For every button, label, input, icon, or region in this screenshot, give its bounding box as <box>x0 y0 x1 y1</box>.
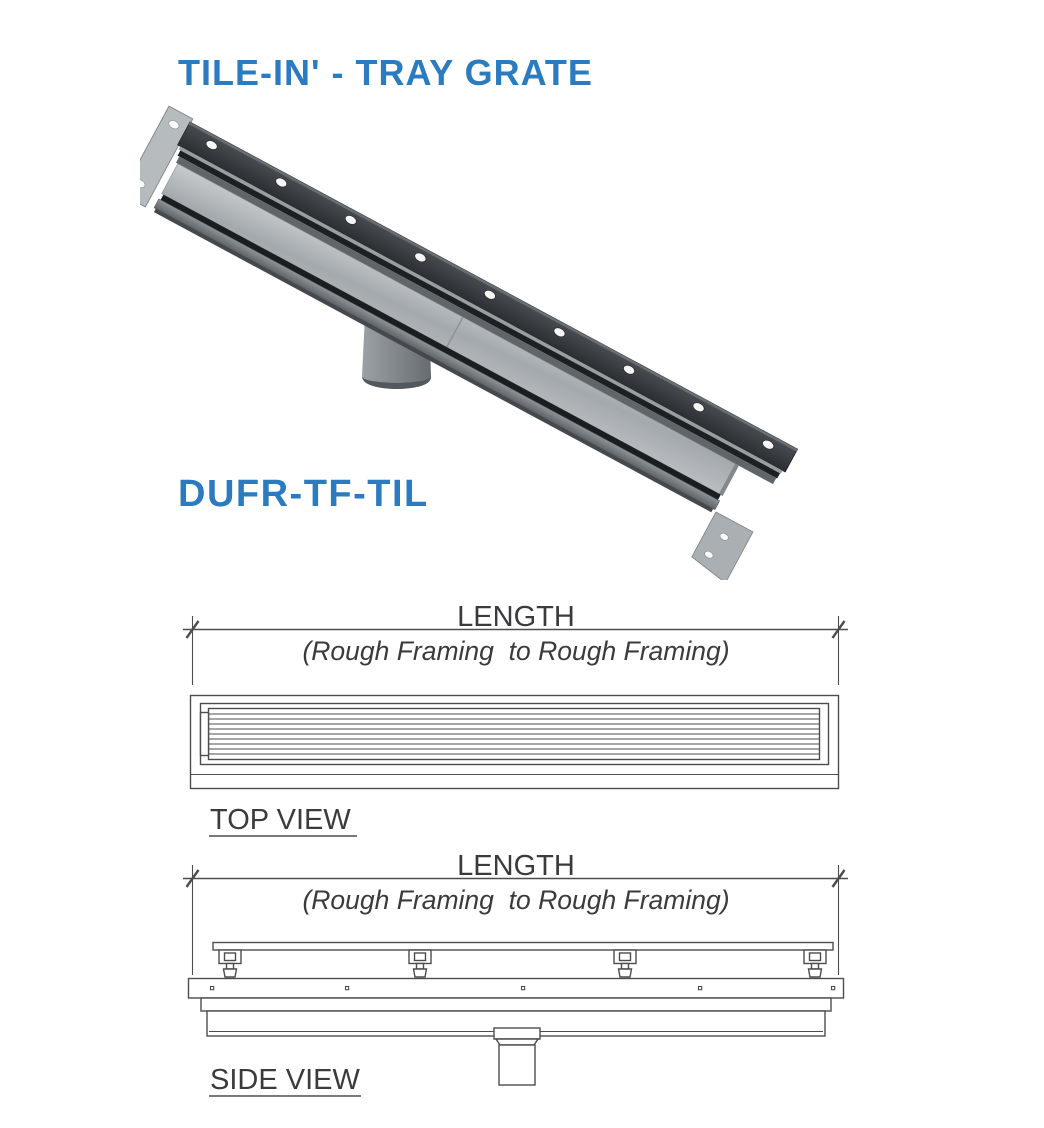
outlet-pipe <box>499 1045 535 1085</box>
channel-flange <box>189 979 844 999</box>
channel-tier <box>201 998 831 1011</box>
side-view-svg <box>182 845 852 1103</box>
side-view-caption: SIDE VIEW <box>210 1064 360 1096</box>
leveling-foot <box>614 950 636 977</box>
outlet-taper <box>496 1039 538 1045</box>
side-view-drawing <box>182 845 852 1103</box>
leveling-foot <box>804 950 826 977</box>
tray-slot-front <box>161 195 721 500</box>
tray-slot-back <box>178 150 780 478</box>
top-view-svg <box>182 596 852 839</box>
page-title: TILE-IN' - TRAY GRATE <box>178 52 593 93</box>
front-rim <box>154 199 720 510</box>
leveling-foot <box>219 950 241 977</box>
grate-end-tab <box>201 713 209 756</box>
top-view-caption: TOP VIEW <box>210 804 351 836</box>
leveling-feet <box>219 950 826 977</box>
product-code: DUFR-TF-TIL <box>178 473 429 515</box>
end-bracket <box>688 512 752 580</box>
dimension-label: LENGTH <box>457 850 575 882</box>
dimension-sublabel: (Rough Framing to Rough Framing) <box>302 636 730 666</box>
length-dimension <box>183 850 848 975</box>
grate-bar <box>213 943 833 951</box>
top-view-body <box>191 696 839 789</box>
dimension-sublabel: (Rough Framing to Rough Framing) <box>302 885 730 915</box>
drain-outlet <box>494 1028 540 1085</box>
dimension-label: LENGTH <box>457 601 575 633</box>
length-dimension <box>183 601 848 685</box>
leveling-foot <box>409 950 431 977</box>
tile-tray <box>162 164 739 496</box>
outlet-collar <box>494 1028 540 1039</box>
top-view-drawing <box>182 596 852 839</box>
